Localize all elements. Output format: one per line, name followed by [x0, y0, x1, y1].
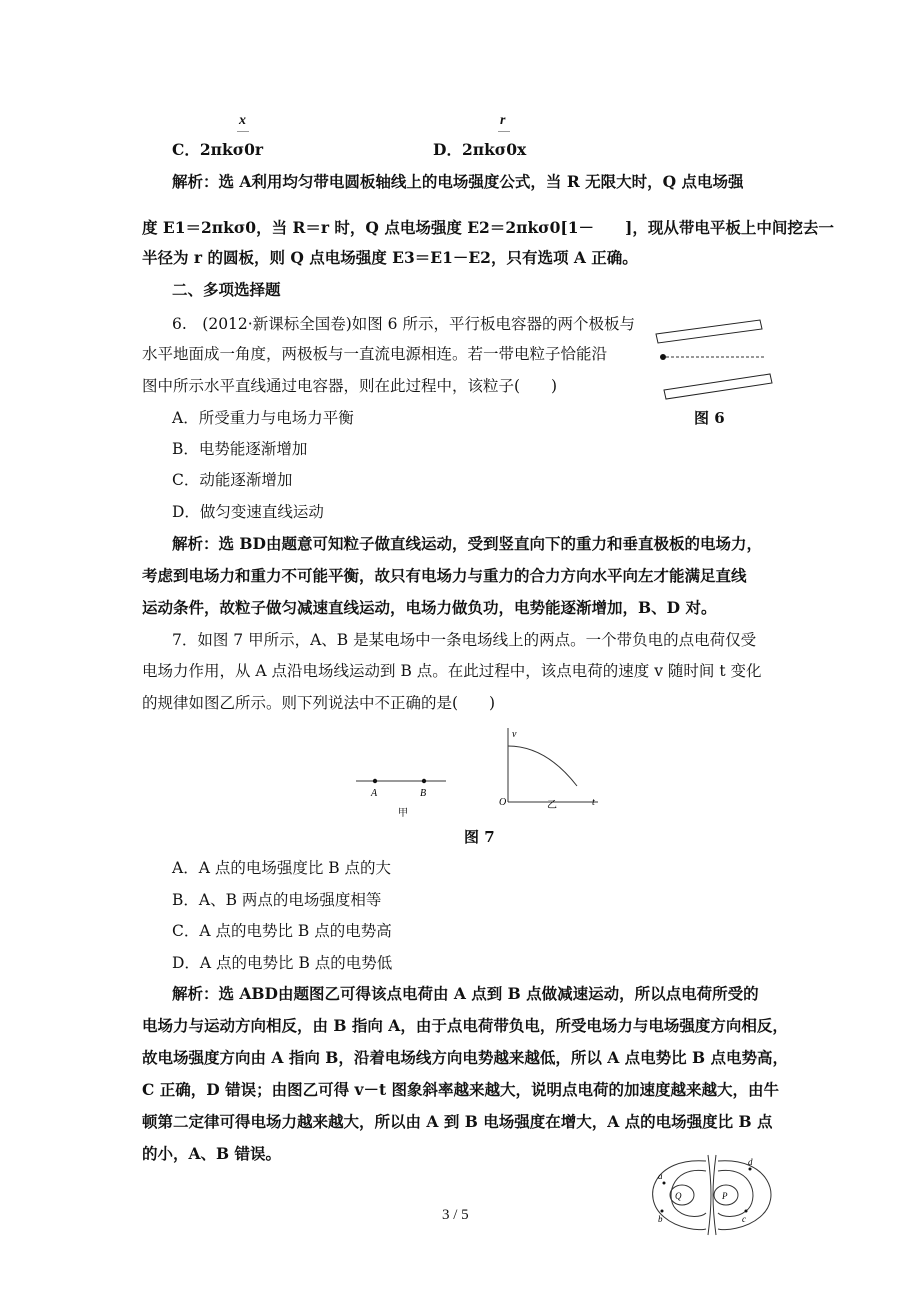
analysis-5-line-3: 半径为 r 的圆板，则 Q 点电场强度 E3＝E1－E2，只有选项 A 正确。	[142, 248, 638, 267]
option-c-fraction-bar	[237, 131, 249, 132]
q7-option-c: C．A 点的电势比 B 点的电势高	[172, 922, 392, 940]
origin-label: O	[499, 797, 507, 808]
option-c-fraction-numerator: x	[239, 113, 246, 128]
q6-analysis-line-1: 解析：选 BD由题意可知粒子做直线运动，受到竖直向下的重力和垂直极板的电场力，	[172, 534, 762, 553]
q7-line-2: 电场力作用，从 A 点沿电场线运动到 B 点。在此过程中，该点电荷的速度 v 随时间 t 变化	[142, 662, 762, 680]
figure-7-jia-field-line	[352, 770, 452, 820]
t-axis-label: t	[592, 797, 595, 808]
capacitor-top-plate	[656, 320, 762, 343]
q7-analysis-line-5: 顿第二定律可得电场力越来越大，所以由 A 到 B 电场强度在增大，A 点的电场强度比 B 点	[142, 1112, 773, 1131]
fig8-label-q: Q	[675, 1191, 682, 1201]
point-a-dot-fig8	[663, 1182, 666, 1185]
q6-option-a: A．所受重力与电场力平衡	[172, 409, 354, 427]
point-a-dot	[373, 779, 377, 783]
q7-analysis-line-1: 解析：选 ABD由题图乙可得该点电荷由 A 点到 B 点做减速运动，所以点电荷所受的	[172, 984, 759, 1003]
figure-7-caption: 图 7	[464, 828, 495, 846]
q6-option-d: D．做匀变速直线运动	[172, 503, 324, 521]
velocity-curve	[508, 746, 577, 786]
q7-option-d: D．A 点的电势比 B 点的电势低	[172, 954, 393, 972]
q6-line-1: 6. (2012·新课标全国卷)如图 6 所示，平行板电容器的两个极板与	[172, 315, 635, 333]
field-line-mid-1	[708, 1155, 711, 1235]
option-d: D．2πkσ0x	[433, 140, 527, 159]
fig8-label-d: d	[748, 1157, 753, 1167]
q7-line-1: 7．如图 7 甲所示，A、B 是某电场中一条电场线上的两点。一个带负电的点电荷仅受	[172, 631, 757, 649]
point-b-label: B	[420, 788, 427, 799]
figure-7-yi-vt-graph	[498, 724, 608, 814]
point-b-dot-fig8	[661, 1210, 664, 1213]
q6-option-b: B．电势能逐渐增加	[172, 440, 308, 458]
q7-option-b: B．A、B 两点的电场强度相等	[172, 891, 382, 909]
figure-yi-label: 乙	[547, 800, 557, 811]
figure-jia-label: 甲	[398, 808, 408, 819]
q6-line-3: 图中所示水平直线通过电容器，则在此过程中，该粒子( )	[142, 377, 558, 395]
option-d-fraction-numerator: r	[500, 113, 506, 128]
q7-analysis-line-2: 电场力与运动方向相反，由 B 指向 A，由于点电荷带负电，所受电场力与电场强度方向相反，	[142, 1016, 788, 1035]
q6-option-c: C．动能逐渐增加	[172, 471, 293, 489]
fig8-label-c: c	[742, 1214, 746, 1224]
fig8-label-p: P	[722, 1191, 728, 1201]
point-a-label: A	[371, 788, 378, 799]
q7-line-3: 的规律如图乙所示。则下列说法中不正确的是( )	[142, 694, 496, 712]
v-axis-label: v	[512, 729, 517, 740]
fig8-label-b: b	[658, 1214, 663, 1224]
fig8-label-a: a	[658, 1171, 663, 1181]
charged-particle	[660, 354, 666, 360]
q6-analysis-line-3: 运动条件，故粒子做匀减速直线运动，电场力做负功，电势能逐渐增加，B、D 对。	[142, 598, 717, 617]
section-heading: 二、多项选择题	[172, 280, 281, 299]
figure-8-field-lines	[644, 1155, 780, 1235]
analysis-5-line-1: 解析：选 A利用均匀带电圆板轴线上的电场强度公式，当 R 无限大时，Q 点电场强	[172, 172, 744, 191]
figure-6-caption: 图 6	[694, 409, 725, 427]
point-b-dot	[422, 779, 426, 783]
figure-6-capacitor	[650, 312, 780, 402]
charge-q-circle	[670, 1185, 694, 1205]
q7-option-a: A．A 点的电场强度比 B 点的大	[172, 859, 392, 877]
option-c: C．2πkσ0r	[172, 140, 264, 159]
q6-line-2: 水平地面成一角度，两极板与一直流电源相连。若一带电粒子恰能沿	[142, 345, 608, 363]
q7-analysis-line-4: C 正确，D 错误；由图乙可得 v－t 图象斜率越来越大，说明点电荷的加速度越来越大，由牛	[142, 1080, 780, 1099]
q7-analysis-line-3: 故电场强度方向由 A 指向 B，沿着电场线方向电势越来越低，所以 A 点电势比 B 点电势高，	[142, 1048, 789, 1067]
q7-analysis-line-6: 的小，A、B 错误。	[142, 1144, 282, 1163]
page-number: 3 / 5	[442, 1207, 469, 1223]
capacitor-bottom-plate	[664, 374, 772, 399]
point-d-dot-fig8	[749, 1168, 752, 1171]
option-d-fraction-bar	[498, 131, 510, 132]
analysis-5-line-2: 度 E1＝2πkσ0，当 R＝r 时，Q 点电场强度 E2＝2πkσ0[1－ ]，现从带电平板上中间挖去一	[142, 218, 834, 237]
q6-analysis-line-2: 考虑到电场力和重力不可能平衡，故只有电场力与重力的合力方向水平向左才能满足直线	[142, 566, 747, 585]
point-c-dot-fig8	[745, 1210, 748, 1213]
